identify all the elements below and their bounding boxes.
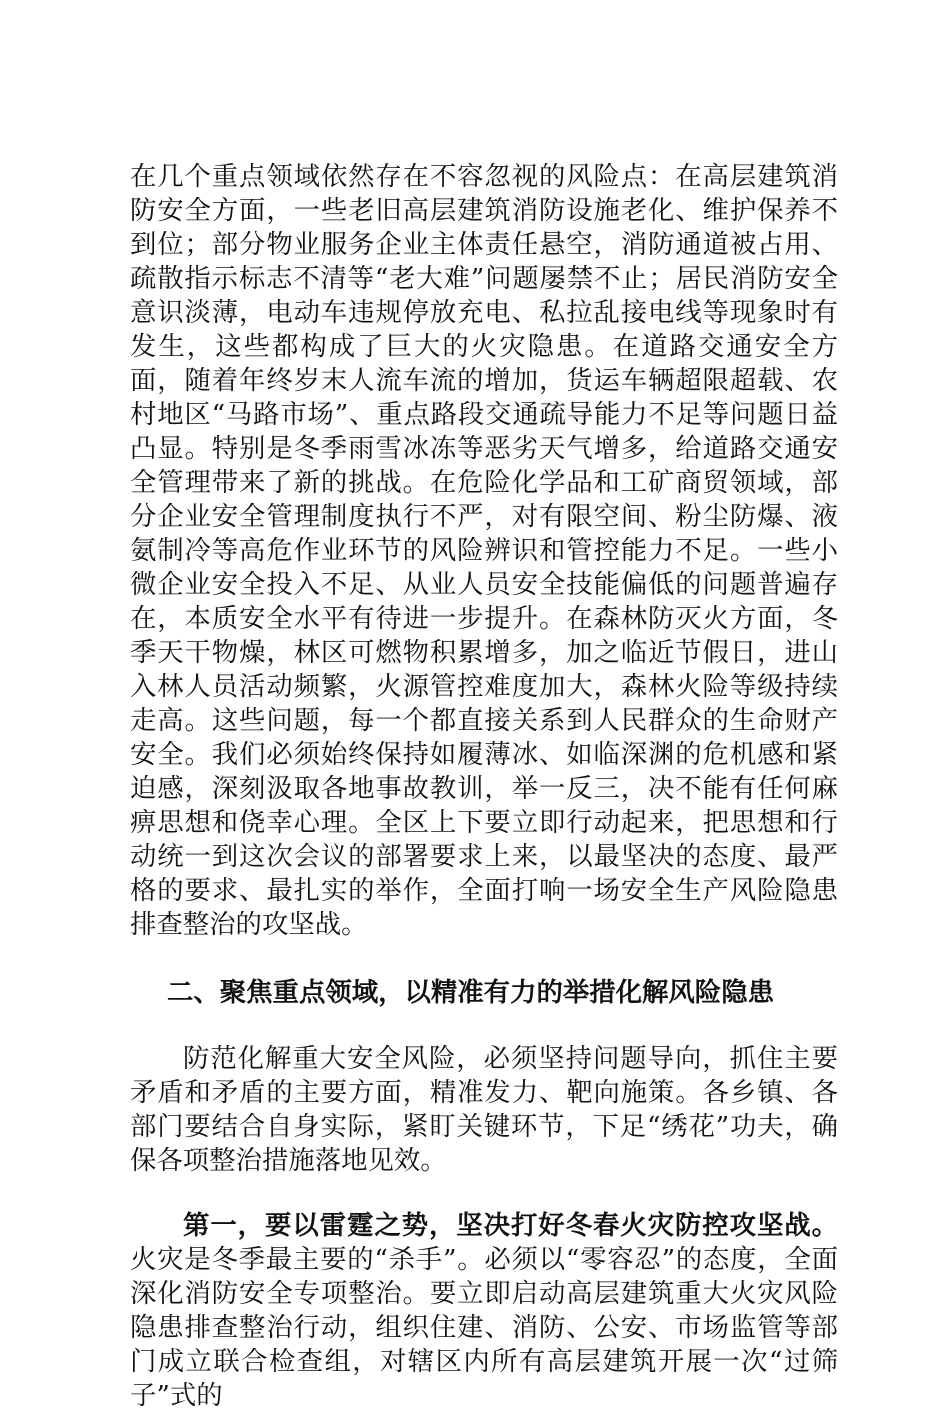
document-page: [130, 160, 838, 1413]
body-paragraph-3: [130, 1209, 838, 1413]
paragraph-spacer: [130, 1010, 838, 1042]
section-heading: 二、聚焦重点领域，以精准有力的举措化解风险隐患: [167, 977, 774, 1008]
body-paragraph-1: 在几个重点领域依然存在不容忽视的风险点：在高层建筑消防安全方面，一些老旧高层建筑消防设施老化、维护保养不到位；部分物业服务企业主体责任悬空，消防通道被占用、疏散指示标志不清等“老大难”问题屡禁不止；居民消防安全意识淡薄，电动车违规停放充电、私拉乱接电线等现象时有发生，这些都构成了巨大的火灾隐患。在道路交通安全方面，随着年终岁末人流车流的增加，货运车辆超限超载、农村地区“马路市场”、重点路段交通疏导能力不足等问题日益凸显。特别是冬季雨雪冰冻等恶劣天气增多，给道路交通安全管理带来了新的挑战。在危险化学品和工矿商贸领域，部分企业安全管理制度执行不严，对有限空间、粉尘防爆、液氨制冷等高危作业环节的风险辨识和管控能力不足。一些小微企业安全投入不足、从业人员安全技能偏低的问题普遍存在，本质安全水平有待进一步提升。在森林防灭火方面，冬季天干物燥，林区可燃物积累增多，加之临近节假日，进山入林人员活动频繁，火源管控难度加大，森林火险等级持续走高。这些问题，每一个都直接关系到人民群众的生命财产安全。我们必须始终保持如履薄冰、如临深渊的危机感和紧迫感，深刻汲取各地事故教训，举一反三，决不能有任何麻痹思想和侥幸心理。全区上下要立即行动起来，把思想和行动统一到这次会议的部署要求上来，以最坚决的态度、最严格的要求、最扎实的举作，全面打响一场安全生产风险隐患排查整治的攻坚战。: [130, 161, 838, 940]
paragraph-spacer: [130, 942, 838, 976]
paragraph-body-text: 火灾是冬季最主要的“杀手”。必须以“零容忍”的态度，全面深化消防安全专项整治。要立即启动高层建筑重大火灾风险隐患排查整治行动，组织住建、消防、公安、市场监管等部门成立联合检查组，对辖区内所有高层建筑开展一次“过筛子”式的: [130, 1244, 838, 1411]
paragraph-spacer: [130, 1178, 838, 1209]
body-paragraph-2: 防范化解重大安全风险，必须坚持问题导向，抓住主要矛盾和矛盾的主要方面，精准发力、靶向施策。各乡镇、各部门要结合自身实际，紧盯关键环节，下足“绣花”功夫，确保各项整治措施落地见效。: [130, 1043, 838, 1176]
paragraph-lead-bold: 第一，要以雷霆之势，坚决打好冬春火灾防控攻坚战。: [183, 1210, 838, 1241]
